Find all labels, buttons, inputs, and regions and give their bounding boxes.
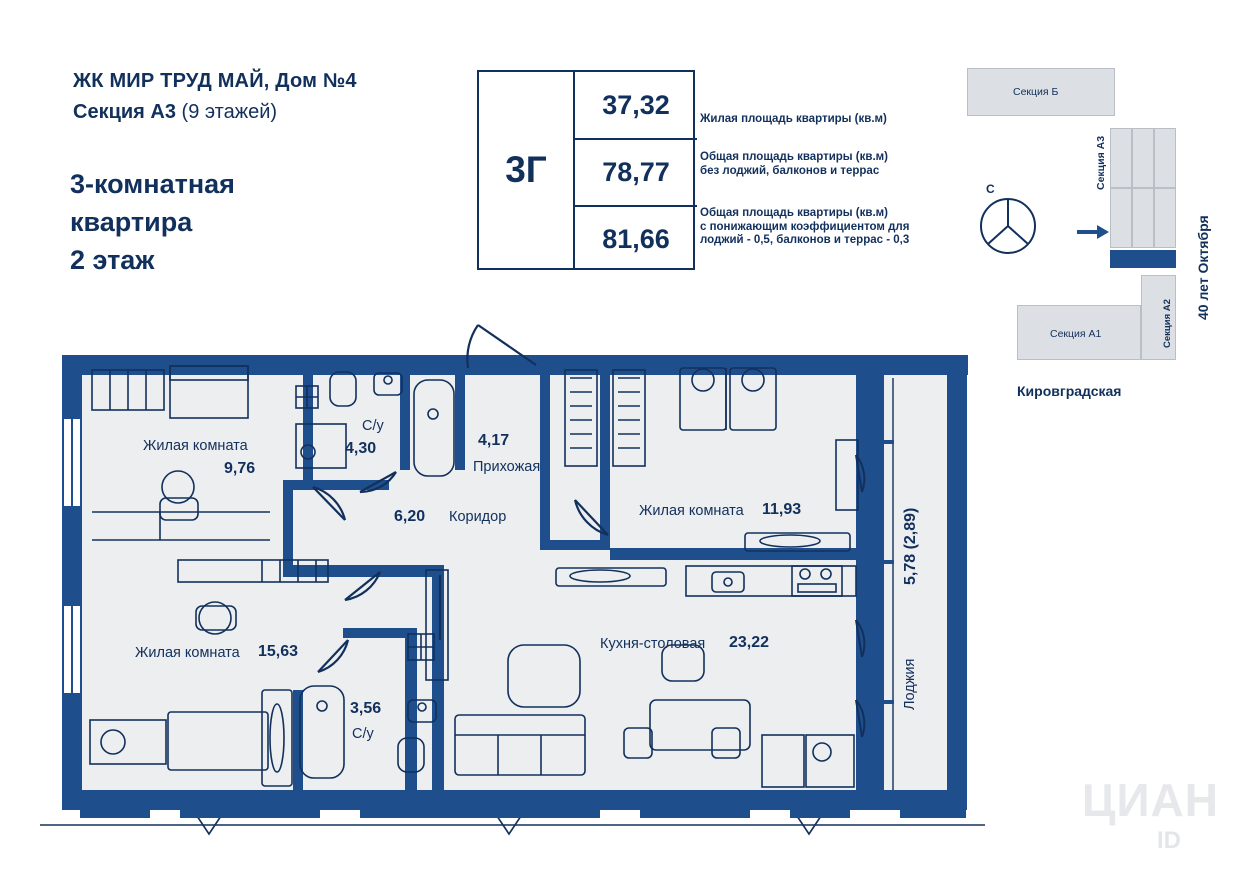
room-area-bath-2: 3,56: [350, 700, 382, 717]
total-area-value: 78,77: [602, 156, 670, 187]
coef-note-line1: Общая площадь квартиры (кв.м): [700, 207, 888, 219]
room-area-living-3: 15,63: [258, 643, 299, 660]
coef-note-line3: лоджий - 0,5, балконов и террас - 0,3: [700, 234, 910, 246]
room-area-living-2: 11,93: [762, 501, 802, 518]
site-block-a3-label: Секция А3: [1095, 135, 1107, 190]
room-label-living-3: Жилая комната: [135, 645, 240, 661]
room-area-kitchen: 23,22: [729, 634, 770, 651]
page-title-line2: квартира: [70, 207, 193, 237]
room-label-living-2: Жилая комната: [639, 503, 744, 519]
room-area-corridor: 6,20: [394, 508, 426, 525]
coef-note-line2: с понижающим коэффициентом для: [700, 220, 910, 233]
living-area-note: Жилая площадь квартиры (кв.м): [700, 113, 887, 125]
watermark-id: ID: [1157, 827, 1181, 854]
room-area-bath-1: 4,30: [345, 440, 377, 457]
complex-title: ЖК МИР ТРУД МАЙ, Дом №4: [73, 70, 357, 92]
living-area-value: 37,32: [602, 89, 670, 120]
section-name: Секция А3: [73, 101, 176, 123]
loggia-area-value: 5,78 (2,89): [902, 507, 919, 585]
watermark-text: ЦИАН: [1081, 774, 1219, 826]
total-area-note-line1: Общая площадь квартиры (кв.м): [700, 151, 888, 163]
room-area-hall: 4,17: [478, 432, 510, 449]
street-label-kirovgradskaya: Кировградская: [1017, 383, 1122, 399]
total-area-note-line2: без лоджий, балконов и террас: [700, 164, 880, 177]
page-title-line3: 2 этаж: [70, 245, 155, 275]
site-block-a1-label: Секция А1: [1050, 328, 1102, 340]
room-area-living-1: 9,76: [224, 460, 256, 477]
room-area-loggia: [902, 508, 920, 585]
street-label-40-let-oktyabrya: 40 лет Октября: [1195, 215, 1211, 320]
room-label-hall: Прихожая: [473, 459, 541, 475]
room-label-bath-2: С/у: [352, 726, 374, 742]
room-label-corridor: Коридор: [449, 509, 507, 525]
room-label-kitchen: Кухня-столовая: [600, 636, 706, 652]
site-block-a2-label: Секция А2: [1162, 299, 1173, 348]
page-title-line1: 3-комнатная: [70, 169, 235, 199]
apartment-type-code: 3Г: [505, 149, 547, 190]
room-label-bath-1: С/у: [362, 418, 384, 434]
site-block-b-label: Секция Б: [1013, 86, 1059, 98]
total-area-coef-value: 81,66: [602, 223, 670, 254]
compass-north-label: С: [986, 182, 995, 196]
section-floors: (9 этажей): [181, 101, 278, 123]
room-label-loggia: Лоджия: [902, 658, 918, 710]
room-label-living-1: Жилая комната: [143, 438, 248, 454]
